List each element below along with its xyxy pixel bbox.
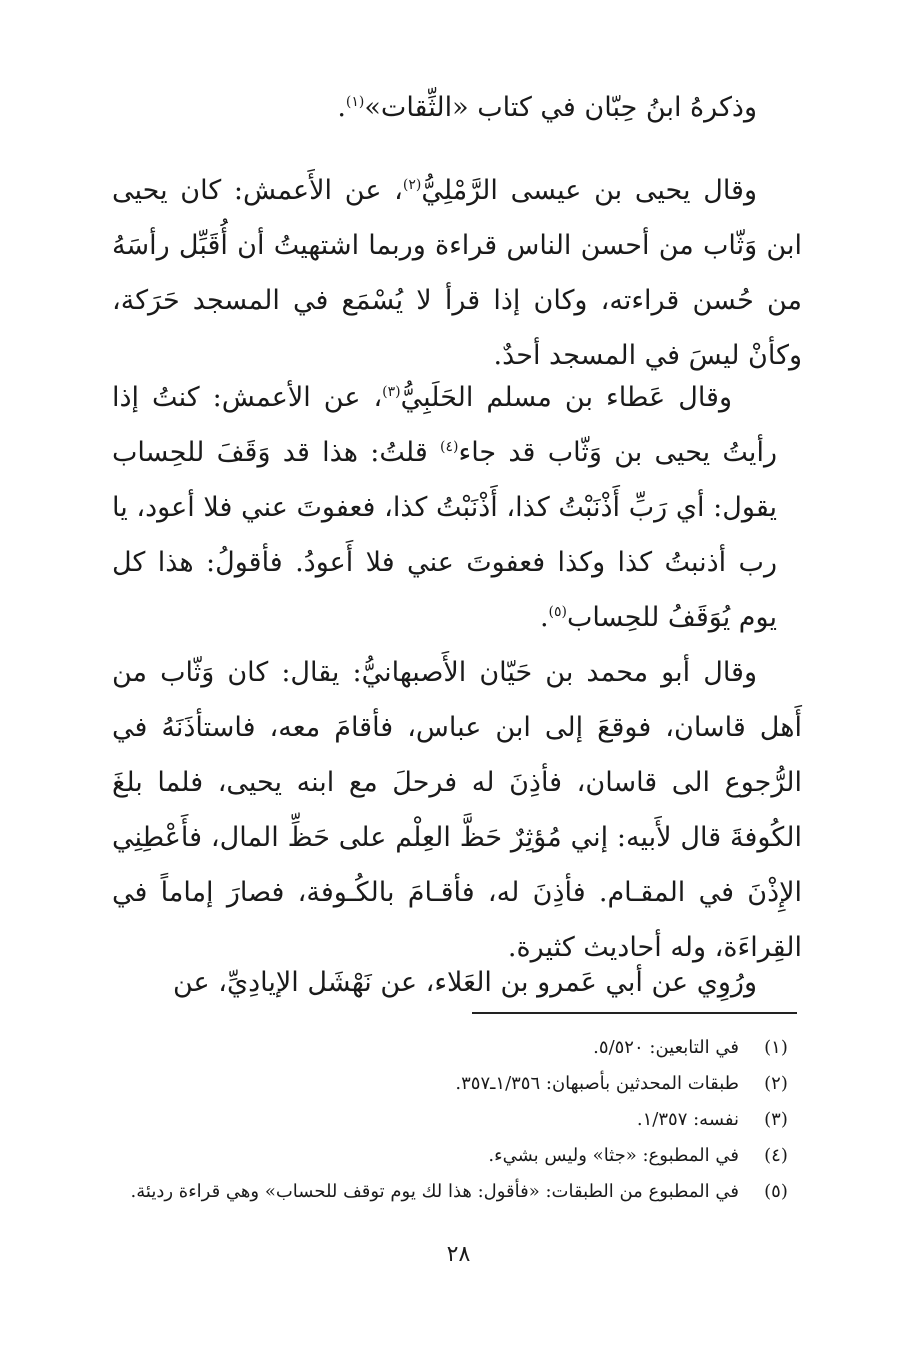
paragraph-5 xyxy=(112,955,802,1010)
paragraph-1 xyxy=(112,80,802,135)
paragraph-5-text: ورُوِي عن أبي عَمرو بن العَلاء، عن نَهْشَل الإيادِيِّ، عن xyxy=(172,967,757,998)
paragraph-1-text: وذكرهُ ابنُ حِبّان في كتاب «الثِّقات» xyxy=(364,92,757,123)
footnote-ref-4[interactable]: (٤) xyxy=(440,439,459,455)
footnote-number: (٢) xyxy=(764,1073,788,1094)
footnote-text: طبقات المحدثين بأصبهان: ١/٣٥٦ـ٣٥٧. xyxy=(455,1073,739,1094)
footnote-text: في المطبوع من الطبقات: «فأقول: هذا لك يوم توقف للحساب» وهي قراءة رديئة. xyxy=(130,1181,739,1202)
footnote-number: (٤) xyxy=(764,1145,788,1166)
paragraph-4-text: وقال أبو محمد بن حَيّان الأَصبهانيُّ: يقال: كان وَثّاب من أَهل قاسان، فوقعَ إلى ابن عباس، فأقامَ معه، فاستأذَنَهُ في الرُّجوع الى قاسان، فأذِنَ له فرحلَ مع ابنه يحيى، فلما بلغَ الكُوفةَ قال لأَبيه: إني مُؤثِرٌ حَظَّ العِلْم على حَظِّ المال، فأَعْطِنِي الإِذْنَ في المقـام. فأذِنَ له، فأقـامَ بالكُـوفة، فصارَ إماماً في القِراءَة، وله أحاديث كثيرة. xyxy=(112,657,802,963)
paragraph-3-end: . xyxy=(539,602,549,633)
page-number: ٢٨ xyxy=(446,1242,471,1267)
footnote-number: (١) xyxy=(764,1037,788,1058)
footnote-3 xyxy=(115,1102,805,1138)
footnote-number: (٣) xyxy=(764,1109,788,1130)
paragraph-3-mid: ، عن الأعمش: كنتُ إذا رأيتُ يحيى بن وَثّاب قد جاء xyxy=(112,382,777,468)
paragraph-4 xyxy=(112,645,802,975)
footnote-1 xyxy=(115,1030,805,1066)
paragraph-1-tail: . xyxy=(337,92,346,123)
footnotes xyxy=(115,1030,805,1210)
footnote-2 xyxy=(115,1066,805,1102)
footnote-text: في المطبوع: «جثا» وليس بشيء. xyxy=(488,1145,739,1166)
paragraph-2-text: وقال يحيى بن عيسى الرَّمْلِيُّ xyxy=(421,175,757,206)
paragraph-2-tail: ، عن الأَعمش: كان يحيى ابن وَثّاب من أحسن الناس قراءة وربما اشتهيتُ أن أُقَبِّل رأسَهُ من حُسن قراءته، وكان إذا قرأ لا يُسْمَع في المسجد حَرَكة، وكأنْ ليسَ في المسجد أحدٌ. xyxy=(112,175,802,371)
footnote-text: نفسه: ١/٣٥٧. xyxy=(636,1109,739,1130)
footnote-ref-3[interactable]: (٣) xyxy=(382,384,401,400)
footnote-5 xyxy=(115,1174,805,1210)
paragraph-2 xyxy=(112,163,802,383)
paragraph-3-text: وقال عَطاء بن مسلم الحَلَبِيُّ xyxy=(400,382,732,413)
footnote-separator xyxy=(472,1012,797,1014)
footnote-number: (٥) xyxy=(764,1181,788,1202)
paragraph-3 xyxy=(112,370,777,645)
footnote-ref-5[interactable]: (٥) xyxy=(548,604,567,620)
footnote-ref-1[interactable]: (١) xyxy=(345,94,365,110)
paragraph-3-tail: قلتُ: هذا قد وَقَفَ للحِساب يقول: أي رَبِّ أَذْنَبْتُ كذا، أَذْنَبْتُ كذا، فعفوتَ عني فلا أعود، يا رب أذنبتُ كذا وكذا فعفوتَ عني فلا أَعودُ. فأقولُ: هذا كل يوم يُوَقَفُ للحِساب xyxy=(112,437,777,633)
footnote-4 xyxy=(115,1138,805,1174)
footnote-text: في التابعين: ٥/٥٢٠. xyxy=(593,1037,739,1058)
footnote-ref-2[interactable]: (٢) xyxy=(402,177,422,193)
